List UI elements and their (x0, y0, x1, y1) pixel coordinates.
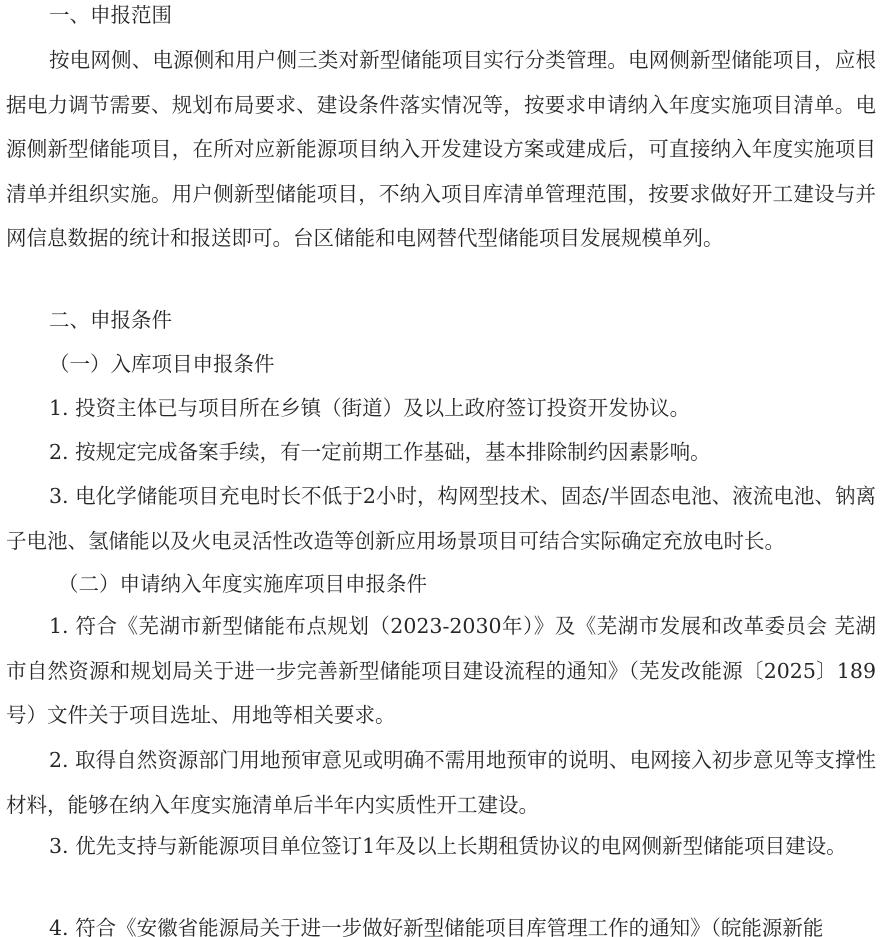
sub1-item-2: 2. 按规定完成备案手续，有一定前期工作基础，基本排除制约因素影响。 (49, 440, 711, 464)
section2-heading: 二、申报条件 (49, 308, 172, 332)
subsection2-heading: （二）申请纳入年度实施库项目申报条件 (58, 572, 427, 596)
sub2-item-4: 4. 符合《安徽省能源局关于进一步做好新型储能项目库管理工作的通知》（皖能源新能 (49, 916, 824, 937)
section1-heading: 一、申报范围 (49, 3, 172, 27)
sub1-item-1: 1. 投资主体已与项目所在乡镇（街道）及以上政府签订投资开发协议。 (49, 396, 691, 420)
section1-body: 按电网侧、电源侧和用户侧三类对新型储能项目实行分类管理。电网侧新型储能项目，应根据电力调节需要、规划布局要求、建设条件落实情况等，按要求申请纳入年度实施项目清单。电源侧新型储能项目，在所对应新能源项目纳入开发建设方案或建成后，可直接纳入年度实施项目清单并组织实施。用户侧新型储能项目，不纳入项目库清单管理范围，按要求做好开工建设与并网信息数据的统计和报送即可。台区储能和电网替代型储能项目发展规模单列。 (6, 48, 876, 250)
sub2-item-3: 3. 优先支持与新能源项目单位签订1年及以上长期租赁协议的电网侧新型储能项目建设。 (49, 834, 847, 858)
sub2-item-2: 2. 取得自然资源部门用地预审意见或明确不需用地预审的说明、电网接入初步意见等支撑性材料，能够在纳入年度实施清单后半年内实质性开工建设。 (6, 748, 876, 817)
sub2-item-1: 1. 符合《芜湖市新型储能布点规划（2023-2030年）》及《芜湖市发展和改革委员会 芜湖市自然资源和规划局关于进一步完善新型储能项目建设流程的通知》（芜发改能源〔2025〕189号）文件关于项目选址、用地等相关要求。 (6, 614, 876, 727)
subsection1-heading: （一）入库项目申报条件 (49, 352, 275, 376)
sub1-item-3: 3. 电化学储能项目充电时长不低于2小时，构网型技术、固态/半固态电池、液流电池、钠离子电池、氢储能以及火电灵活性改造等创新应用场景项目可结合实际确定充放电时长。 (6, 484, 876, 553)
